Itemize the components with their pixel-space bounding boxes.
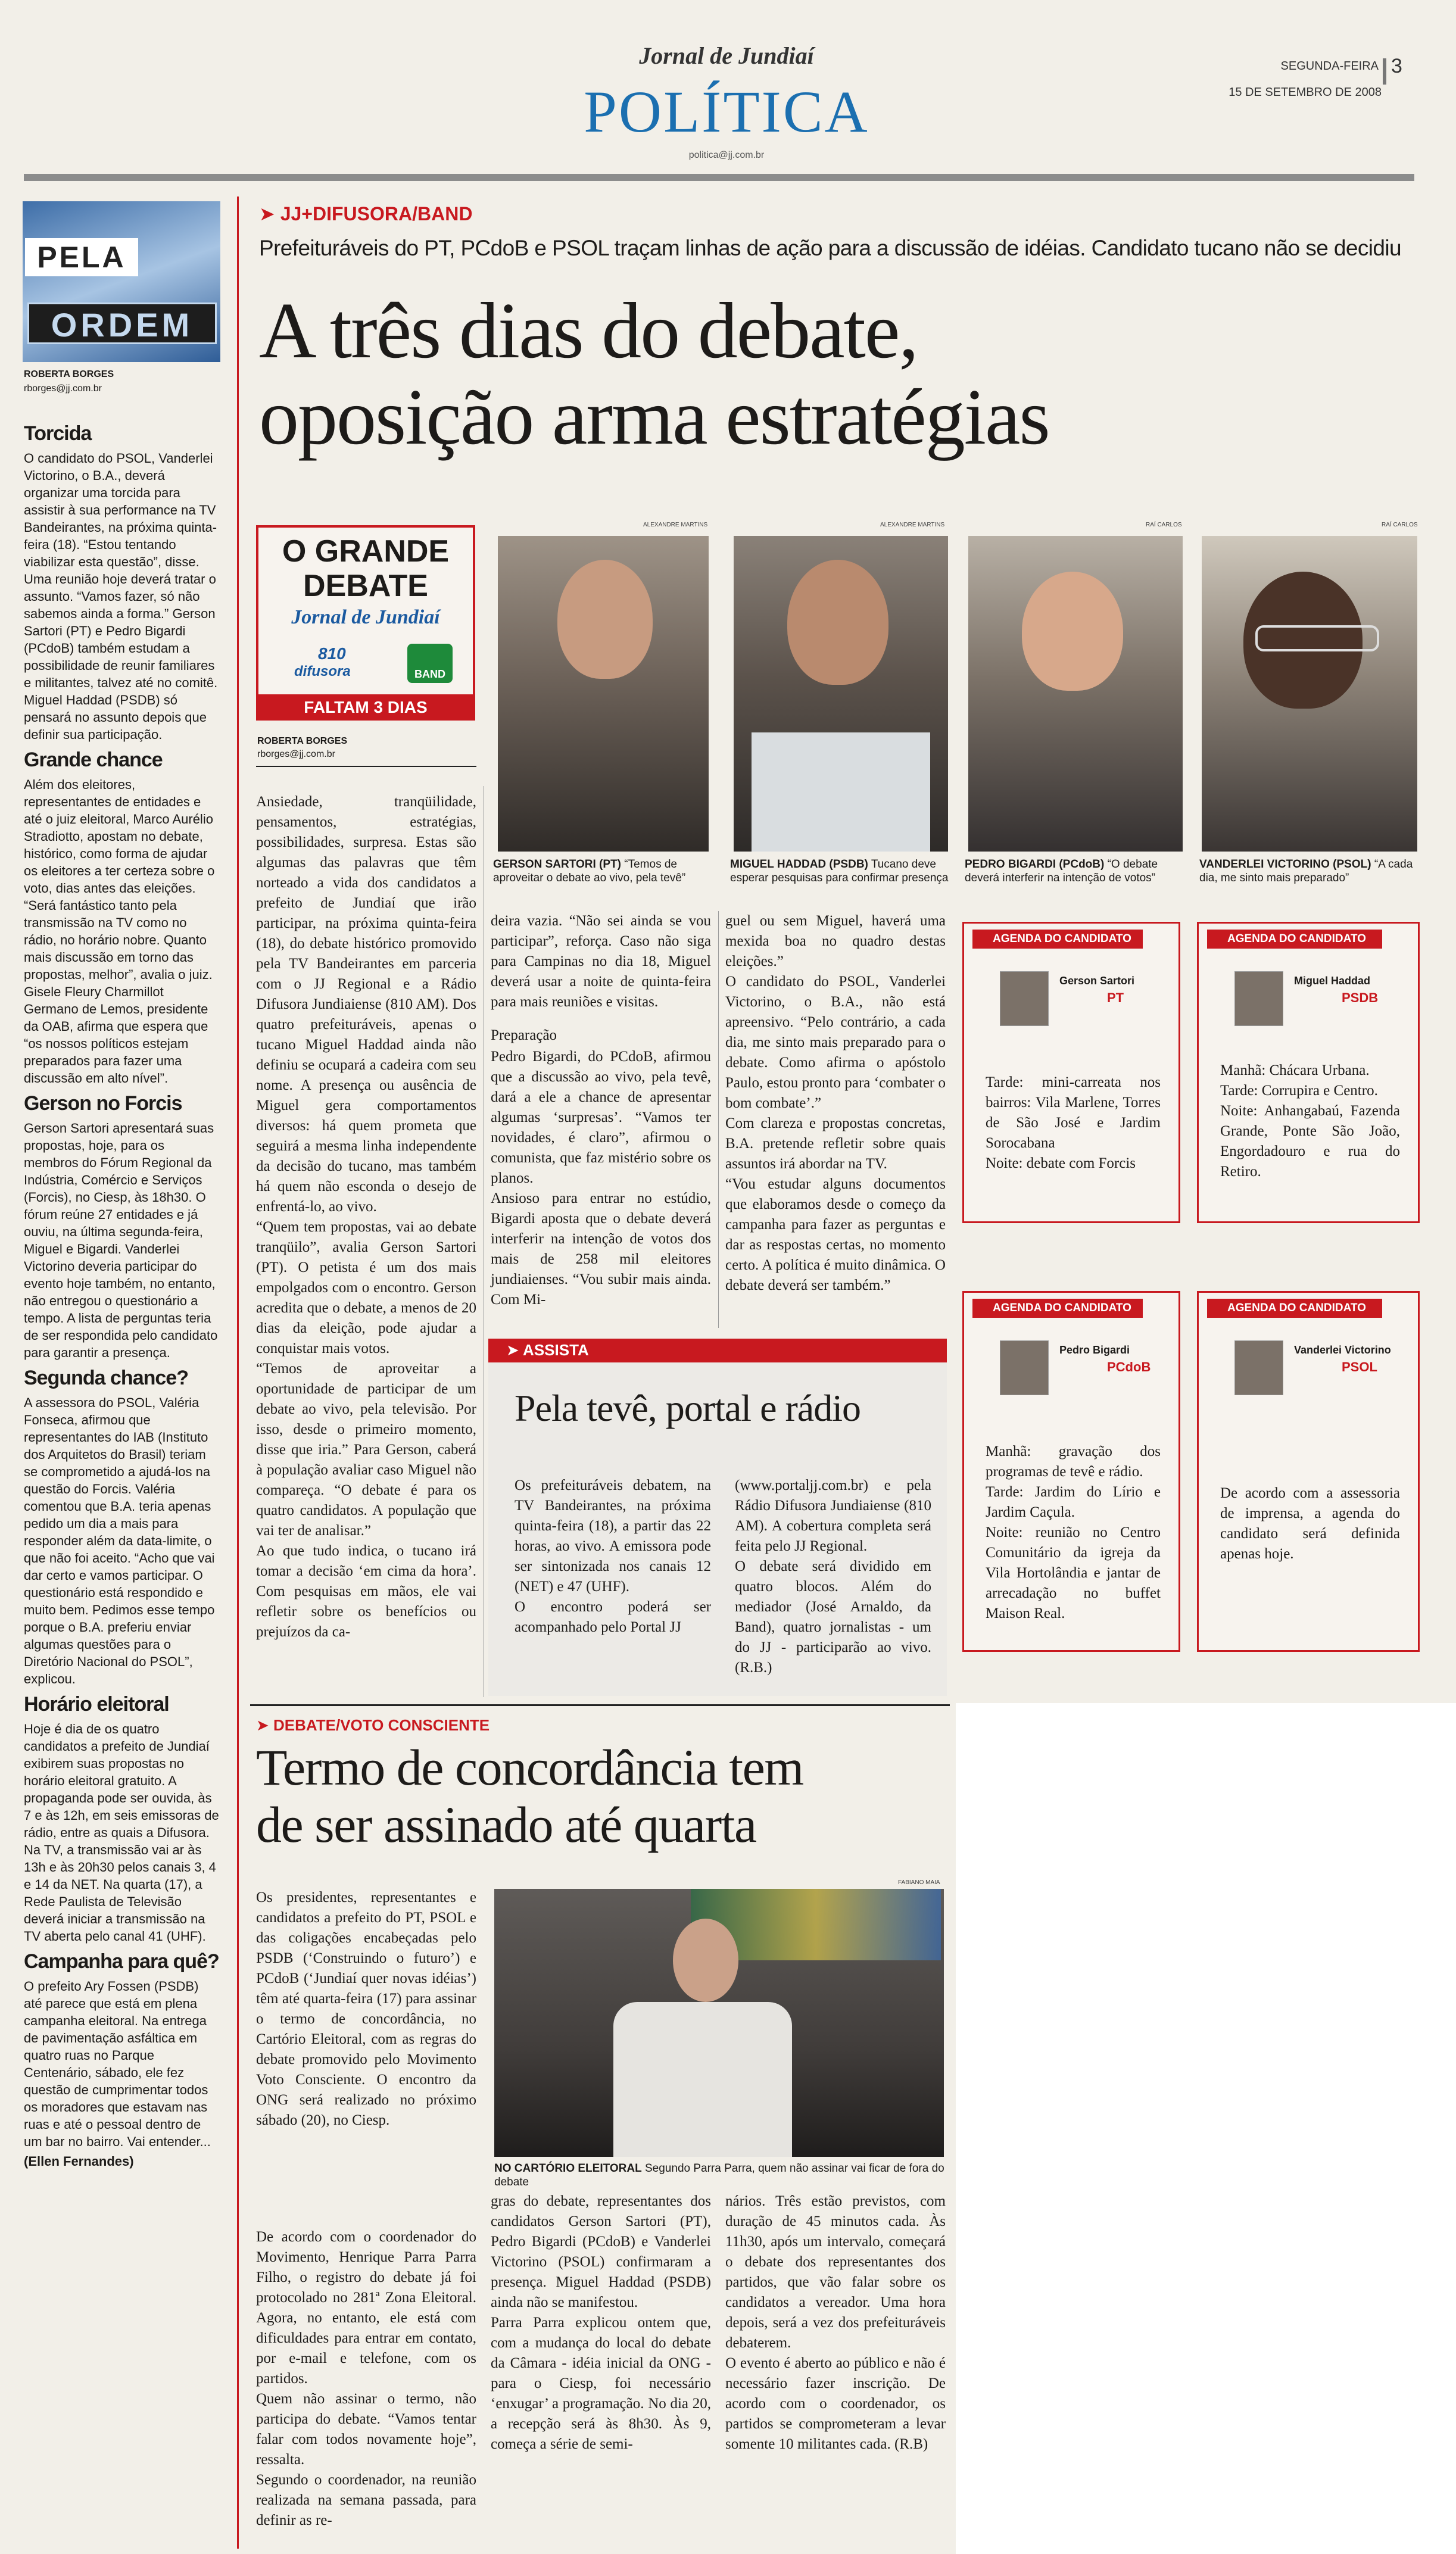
kicker-text: JJ+DIFUSORA/BAND: [280, 203, 473, 224]
box-paper: Jornal de Jundiaí: [291, 606, 440, 628]
photo-credit: FABIANO MAIA: [898, 1879, 940, 1886]
second-col-1a: [256, 1888, 476, 2132]
grande-debate-box: [256, 525, 475, 721]
note-text: Hoje é dia de os quatro candidatos a prefeito de Jundiaí exibirem suas propostas no horário eleitoral gratuito. A propaganda pode ser ouvida, às 7 e às 12h, em seis emissoras de rádio, entre as quais a Difusora. Na TV, a transmissão vai ar às 13h e às 20h30 pelos canais 3, 4 e 14 da NET. Na quarta (17), a Rede Paulista de Televisão deverá iniciar a transmissão na TV aberta pelo canal 41 (UHF).: [24, 1722, 219, 1944]
shirt-shape: [752, 732, 930, 852]
photo-cartorio: [494, 1889, 944, 2157]
second-col-3: [725, 2191, 946, 2456]
lead-col-2b-text: Pedro Bigardi, do PCdoB, afirmou que a discussão ao vivo, pela tevê, dará a ele a chance de apresentar algumas ‘surpresas’. “Vamos ter novidades, é claro”, afirmou o comunista, que faz mistério sobre os planos. Ansioso para entrar no estúdio, Bigardi aposta que o debate deverá interferir na intenção de votos dos mais de 258 mil eleitores jundiaienses. “Vou subir mais ainda. Com Mi-: [491, 1049, 711, 1308]
kicker-text: DEBATE/VOTO CONSCIENTE: [273, 1716, 490, 1734]
agenda-text: Tarde: mini-carreata nos bairros: Vila Marlene, Torres de São José e Jardim Sorocabana Noite: debate com Forcis: [986, 1074, 1161, 1171]
agenda-party: PSDB: [1342, 990, 1379, 1005]
agenda-label: AGENDA DO CANDIDATO: [972, 1299, 1143, 1318]
agenda-text: Manhã: gravação dos programas de tevê e rádio. Tarde: Jardim do Lírio e Jardim Caçula. Noite: reunião no Centro Comunitário da igreja da Vila Hortolândia e jantar de arrecadação no buffet Maison Real.: [986, 1443, 1161, 1621]
agenda-text: Manhã: Chácara Urbana. Tarde: Corrupira e Centro. Noite: Anhangabaú, Fazenda Grande, Ponte São João, Engordadouro e rua do Retiro.: [1220, 1062, 1400, 1180]
agenda-name: Vanderlei Victorino: [1294, 1344, 1391, 1356]
caption-label: NO CARTÓRIO ELEITORAL: [494, 2162, 642, 2175]
agenda-label: AGENDA DO CANDIDATO: [1207, 930, 1382, 949]
assista-kicker-text: ASSISTA: [523, 1341, 589, 1359]
note-torcida: [24, 422, 220, 743]
agenda-photo: [1234, 1340, 1283, 1395]
note-text: O candidato do PSOL, Vanderlei Victorino, o B.A., deverá organizar uma torcida para assistir à sua performance na TV Bandeirantes, na próxima quinta-feira (18). “Estou tentando viabilizar esta questão”, disse. Uma reunião hoje deverá tratar o assunto. “Vamos fazer, só não sabemos ainda a forma.” Gerson Sartori (PT) e Pedro Bigardi (PCdoB) também estudam a possibilidade de reunir familiares e militantes, talvez até no comitê. Miguel Haddad (PSDB) só pensará no assunto depois que definir sua participação.: [24, 451, 218, 742]
agenda-label: AGENDA DO CANDIDATO: [972, 930, 1143, 949]
masthead-rule: [24, 174, 1414, 181]
lead-headline-1: A três dias do debate,: [259, 286, 918, 375]
photo-caption: [494, 2162, 947, 2189]
caption-quote: “Temos de aproveitar o debate ao vivo, pela tevê”: [493, 858, 686, 884]
lead-kicker: [259, 202, 472, 225]
box-title-2: DEBATE: [303, 569, 428, 603]
second-col-3-text: nários. Três estão previstos, com duração de 45 minutos cada. Às 11h30, após um intervalo, começará o debate dos representantes dos partidos, que vão falar sobre os candidatos a vereador. Uma hora depois, será a vez dos prefeituráveis debaterem. O evento é aberto ao público e não é necessário fazer inscrição. De acordo com o coordenador, os partidos se comprometeram a levar somente 10 militantes cada. (R.B): [725, 2193, 946, 2452]
note-gerson-forcis: [24, 1092, 220, 1361]
photo-credit: ALEXANDRE MARTINS: [643, 522, 708, 528]
assista-col-2: [735, 1476, 931, 1679]
second-col-1b: [256, 2227, 476, 2532]
agenda-party: PT: [1107, 990, 1124, 1005]
agenda-photo: [1000, 1340, 1049, 1395]
second-col-2: [491, 2191, 711, 2456]
column-notes: [24, 417, 220, 2172]
note-text: Gerson Sartori apresentará suas propostas, hoje, para os membros do Fórum Regional da Indústria, Comércio e Serviços (Forcis), no Ciesp, às 18h30. O fórum reúne 27 entidades e já ouviu, na última segunda-feira, Miguel e Bigardi. Vanderlei Victorino deveria participar do evento hoje também, no entanto, não entregou o questionário a tempo. A lista de perguntas teria de ser respondida pelo candidato para garantir a presença.: [24, 1121, 218, 1360]
glasses-shape: [1255, 625, 1379, 651]
second-col-1a-text: Os presidentes, representantes e candidatos a prefeito do PT, PSOL e das coligações encabeçadas pelo PSDB (‘Construindo o futuro’) e PCdoB (‘Jundiaí quer novas idéias’) têm até quarta-feira (17) para assinar o termo de concordância, no Cartório Eleitoral, com as regras do debate promovido pelo Movimento Voto Consciente. O encontro da ONG será realizado no próximo sábado (20), no Ciesp.: [256, 1889, 476, 2128]
note-title: Horário eleitoral: [24, 1693, 169, 1716]
second-kicker: [256, 1716, 490, 1735]
note-title: Campanha para quê?: [24, 1950, 219, 1973]
photo-credit: RAÍ CARLOS: [1146, 522, 1182, 528]
note-text: Além dos eleitores, representantes de entidades e até o juiz eleitoral, Marco Aurélio Stradiotto, apostam no debate, histórico, como forma de ajudar os eleitores a ter certeza sobre o voto, dias antes das eleições. “Será fantástico tanto pela transmissão na TV como no rádio, no horário nobre. Quanto mais discussão em torno das propostas, melhor”, avalia o juiz. Gisele Fleury Charmillot Germano de Lemos, presidente da OAB, afirma que espera que “os nossos políticos estejam preparados para fazer uma discussão em alto nível”.: [24, 777, 215, 1086]
face-shape: [787, 560, 888, 685]
lead-headline-2: oposição arma estratégias: [259, 373, 1049, 461]
photo-caption: [730, 857, 950, 885]
agenda-label: AGENDA DO CANDIDATO: [1207, 1299, 1382, 1318]
photo-pedro: [968, 536, 1183, 852]
weekday: SEGUNDA-FEIRA: [1280, 60, 1379, 73]
agenda-party: PSOL: [1342, 1359, 1377, 1374]
lead-col-3-text: guel ou sem Miguel, haverá uma mexida boa no quadro destas eleições.” O candidato do PSOL, Vanderlei Victorino, o B.A., não está apreensivo. “Pelo contrário, a cada dia, me sinto mais preparado para o debate. Como afirma o apóstolo Paulo, estou pronto para ‘combater o bom combate’.” Com clareza e propostas concretas, B.A. pretende refletir sobre quais assuntos irá abordar na TV. “Vou estudar alguns documentos que elaboramos desde o começo da campanha para fazer as perguntas e dar as respostas certas, no momento certo. A política é muito dinâmica. O debate deverá ser também.”: [725, 913, 946, 1293]
agenda-pedro: [962, 1291, 1180, 1652]
logo-bottom: ORDEM: [27, 303, 217, 344]
section-email: politica@jj.com.br: [688, 150, 765, 160]
masthead: [0, 0, 1456, 179]
lead-byline-email: rborges@jj.com.br: [257, 749, 335, 759]
note-grande-chance: [24, 751, 220, 1087]
agenda-gerson: [962, 922, 1180, 1223]
box-countdown: FALTAM 3 DIAS: [256, 694, 475, 721]
section-title: POLÍTICA: [584, 79, 869, 145]
note-horario-eleitoral: [24, 1693, 220, 1945]
photo-miguel: [734, 536, 948, 852]
second-col-2-text: gras do debate, representantes dos candidatos Gerson Sartori (PT), Pedro Bigardi (PCdoB) e Vanderlei Victorino (PSOL) confirmaram a presença. Miguel Haddad (PSDB) ainda não se manifestou. Parra Parra explicou ontem que, com a mudança do local do debate da Câmara - idéia inicial da ONG - para o Ciesp, foi necessário ‘enxugar’ a programação. No dia 20, a recepção será às 8h30. Às 9, começa a série de semi-: [491, 2193, 711, 2452]
assista-col-1-text: Os prefeituráveis debatem, na TV Bandeirantes, na próxima quinta-feira (18), a partir das 22 horas, ao vivo. A emissora pode ser sintonizada nos canais 12 (NET) e 47 (UHF). O encontro poderá ser acompanhado pelo Portal JJ: [515, 1477, 711, 1635]
column-author: ROBERTA BORGES: [24, 369, 114, 379]
lead-byline: ROBERTA BORGES: [257, 736, 348, 746]
lead-col-3: [725, 911, 946, 1297]
caption-quote: “O debate deverá interferir na intenção de votos”: [965, 858, 1158, 884]
agenda-text: De acordo com a assessoria de imprensa, a agenda do candidato será definida apenas hoje.: [1220, 1485, 1400, 1562]
photo-caption: [493, 857, 707, 885]
assista-head: Pela tevê, portal e rádio: [515, 1387, 860, 1429]
section-divider: [250, 1704, 950, 1706]
lead-col-2: [491, 911, 711, 1311]
photo-vanderlei: [1202, 536, 1417, 852]
agenda-name: Miguel Haddad: [1294, 975, 1371, 987]
note-title: Segunda chance?: [24, 1367, 188, 1389]
kicker-arrow-icon: ➤: [256, 1716, 274, 1734]
blank-area: [956, 1703, 1456, 2554]
note-title: Grande chance: [24, 749, 163, 771]
lead-col-2-sub: Preparação: [491, 1027, 557, 1043]
lead-col-1-text: Ansiedade, tranqüilidade, pensamentos, estratégias, possibilidades, surpresa. Estas são algumas das palavras que têm norteado a vida dos candidatos a prefeito de Jundiaí que irão participar, na próxima quinta-feira (18), do debate histórico promovido pela TV Bandeirantes em parceria com o JJ Regional e a Rádio Difusora Jundiaiense (810 AM). Dos quatro prefeituráveis, apenas o tucano Miguel Haddad ainda não definiu se ocupará a cadeira com seu nome. A presença ou ausência de Miguel gera comportamentos diversos: há quem prometa que seguirá a mesma linha independente da decisão do tucano, mas também há quem não esconda o desejo de enfrentá-lo, ao vivo. “Quem tem propostas, vai ao debate tranqüilo”, avalia Gerson Sartori (PT). O petista é um dos mais empolgados com o encontro. Gerson acredita que o debate, a menos de 20 dias da eleição, pode ajudar a conquistar mais votos. “Temos de aproveitar a oportunidade de participar de um debate ao vivo, pela televisão. Por isso, desde o primeiro momento, disse que iria.” Para Gerson, caberá à população avaliar caso Miguel não compareça. “O debate é para os quatro candidatos. A população que vai ter de analisar.” Ao que tudo indica, o tucano irá tomar a decisão ‘em cima da hora’. Com pesquisas em mãos, ele vai refletir sobre os benefícios ou prejuízos da ca-: [256, 794, 476, 1640]
band-logo-label: BAND: [414, 668, 445, 680]
person-body: [613, 2002, 792, 2157]
logo-top: PELA: [25, 238, 138, 276]
note-text: O prefeito Ary Fossen (PSDB) até parece que está em plena campanha eleitoral. Na entrega de pavimentação asfáltica em quatro ruas no Parque Centenário, sábado, ele fez questão de cumprimentar todos os moradores que estavam nas ruas e até o pessoal dentro de um bar no bairro. Vai entender...: [24, 1979, 211, 2149]
agenda-name: Pedro Bigardi: [1059, 1344, 1130, 1356]
note-segunda-chance: [24, 1367, 220, 1688]
assista-col-1: [515, 1476, 711, 1639]
lead-col-1: [256, 792, 476, 1644]
assista-arrow-icon: ➤: [506, 1341, 523, 1359]
col-rule: [718, 911, 719, 1328]
page-number: 3: [1391, 55, 1402, 77]
caption-name: GERSON SARTORI (PT): [493, 858, 621, 871]
note-text: A assessora do PSOL, Valéria Fonseca, afirmou que representantes do IAB (Instituto dos Arquitetos do Brasil) teriam se comprometido a ajudá-los na questão do Forcis. Valéria comentou que B.A. teria apenas pedido um dia a mais para responder além da data-limite, o que não foi aceito. “Acho que vai dar certo e vamos participar. O questionário está respondido e muito bem. Pedimos esse tempo porque o B.A. preferiu enviar algumas questões para o Diretório Nacional do PSOL”, explicou.: [24, 1395, 215, 1686]
caption-quote: Tucano deve esperar pesquisas para confirmar presença: [730, 858, 949, 884]
person-head: [673, 1919, 738, 2002]
agenda-name: Gerson Sartori: [1059, 975, 1135, 987]
note-campanha: [24, 1950, 220, 2170]
face-shape: [557, 560, 653, 679]
note-title: Torcida: [24, 422, 92, 445]
photo-caption: [965, 857, 1185, 885]
byline-rule: [256, 766, 476, 767]
note-title: Gerson no Forcis: [24, 1092, 182, 1115]
second-col-1b-text: De acordo com o coordenador do Movimento, Henrique Parra Parra Filho, o registro do debate já foi protocolado no 281ª Zona Eleitoral. Agora, no entanto, ele está com dificuldades para entrar em contato, por e-mail e telefone, com os partidos. Quem não assinar o termo, não participa do debate. “Vamos tentar falar com todos novamente hoje”, ressalta. Segundo o coordenador, na reunião realizada na semana passada, para definir as re-: [256, 2229, 476, 2528]
photo-credit: RAÍ CARLOS: [1382, 522, 1418, 528]
box-title-1: O GRANDE: [282, 534, 450, 569]
pela-ordem-logo: [23, 201, 220, 362]
photo-caption: [1199, 857, 1420, 885]
agenda-photo: [1234, 971, 1283, 1026]
caption-name: PEDRO BIGARDI (PCdoB): [965, 858, 1105, 871]
agenda-vanderlei: [1197, 1291, 1420, 1652]
face-shape: [1022, 572, 1123, 691]
agenda-miguel: [1197, 922, 1420, 1223]
lead-col-2-text: deira vazia. “Não sei ainda se vou participar”, reforça. Caso não siga para Campinas no dia 18, Miguel deverá usar a noite de quinta-feira para mais reuniões e visitas.: [491, 913, 711, 1010]
caption-name: MIGUEL HADDAD (PSDB): [730, 858, 868, 871]
band-logo: [407, 644, 453, 683]
caption-name: VANDERLEI VICTORINO (PSOL): [1199, 858, 1371, 871]
box-radio-num: 810: [318, 644, 346, 663]
column-divider: [237, 197, 239, 2549]
box-radio-name: difusora: [294, 663, 351, 679]
note-signature: (Ellen Fernandes): [24, 2154, 134, 2169]
assista-box: [488, 1339, 947, 1696]
assista-kicker: [506, 1341, 589, 1359]
second-headline-2: de ser assinado até quarta: [256, 1796, 756, 1853]
caption-quote: “A cada dia, me sinto mais preparado”: [1199, 858, 1413, 884]
caption-text: Segundo Parra Parra, quem não assinar vai ficar de fora do debate: [494, 2162, 944, 2188]
page-number-bar: [1383, 58, 1386, 85]
date: 15 DE SETEMBRO DE 2008: [1229, 86, 1382, 99]
agenda-photo: [1000, 971, 1049, 1026]
photo-gerson: [498, 536, 709, 852]
paper-name: Jornal de Jundiaí: [639, 42, 814, 69]
photo-credit: ALEXANDRE MARTINS: [880, 522, 945, 528]
agenda-party: PCdoB: [1107, 1359, 1151, 1374]
second-headline-1: Termo de concordância tem: [256, 1739, 803, 1796]
lead-subhead: Prefeituráveis do PT, PCdoB e PSOL traçam linhas de ação para a discussão de idéias. Candidato tucano não se decidiu: [259, 236, 1401, 260]
kicker-arrow-icon: ➤: [259, 203, 280, 224]
column-email: rborges@jj.com.br: [24, 383, 102, 394]
assista-col-2-text: (www.portaljj.com.br) e pela Rádio Difusora Jundiaiense (810 AM). A cobertura completa será feita pelo JJ Regional. O debate será dividido em quatro blocos. Além do mediador (José Arnaldo, da Band), quatro jornalistas - um do JJ - participarão ao vivo. (R.B.): [735, 1477, 931, 1676]
